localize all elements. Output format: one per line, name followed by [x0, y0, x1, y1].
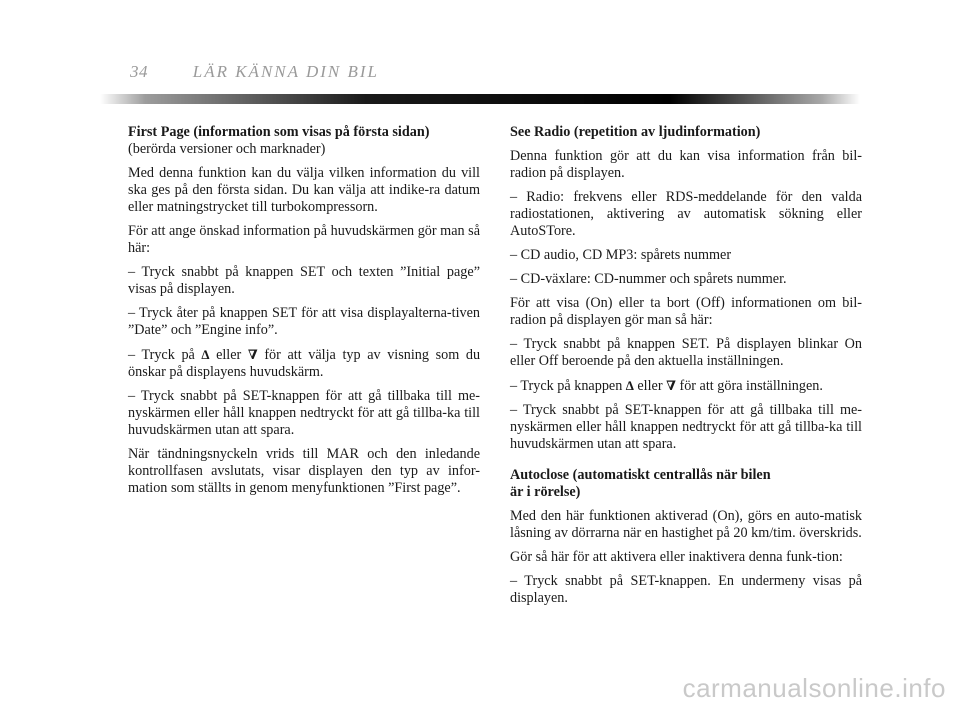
paragraph: [128, 346, 480, 381]
page-number: 34: [130, 62, 148, 81]
text: för att göra inställningen.: [679, 378, 823, 394]
watermark: carmanualsonline.info: [682, 673, 946, 703]
paragraph: För att visa (On) eller ta bort (Off) informationen om bil-radion på displayen gör man så här:: [510, 295, 862, 328]
autoclose-heading-line1: Autoclose (automatiskt centrallås när bilen: [510, 467, 771, 483]
up-arrow-icon: ∆: [201, 347, 210, 362]
text: eller: [637, 378, 663, 394]
paragraph: För att ange önskad information på huvudskärmen gör man så här:: [128, 223, 480, 256]
paragraph: – CD-växlare: CD-nummer och spårets nummer.: [510, 271, 787, 287]
paragraph: Denna funktion gör att du kan visa information från bil-radion på displayen.: [510, 148, 862, 181]
down-arrow-icon: ∇: [666, 378, 676, 393]
paragraph: [510, 377, 862, 395]
first-page-subheading: (berörda versioner och marknader): [128, 141, 326, 157]
section-title: LÄR KÄNNA DIN BIL: [192, 62, 379, 81]
paragraph: – Tryck snabbt på SET-knappen. En undermeny visas på displayen.: [510, 573, 862, 606]
paragraph: – Tryck snabbt på knappen SET. På displayen blinkar On eller Off beroende på den aktuella inställningen.: [510, 336, 862, 369]
text: eller: [216, 347, 242, 363]
paragraph: – Radio: frekvens eller RDS-meddelande för den valda radiostationen, aktivering av automatisk sökning eller AutoSTore.: [510, 189, 862, 239]
left-column: [128, 124, 480, 504]
header-rule: [100, 94, 860, 104]
down-arrow-icon: ∇: [247, 347, 258, 362]
right-column: [510, 124, 862, 614]
page-header: [130, 62, 379, 82]
up-arrow-icon: ∆: [625, 378, 634, 393]
autoclose-heading: [510, 467, 862, 501]
paragraph: När tändningsnyckeln vrids till MAR och den inledande kontrollfasen avslutats, visar displayen den typ av infor-mation som ställts in genom menyfunktionen ”First page”.: [128, 446, 480, 496]
text: – Tryck på: [128, 347, 195, 363]
paragraph: – Tryck snabbt på SET-knappen för att gå tillbaka till me-nyskärmen eller håll knappen nedtryckt för att gå tillba-ka till huvudskärmen utan att spara.: [128, 388, 480, 438]
paragraph: – Tryck åter på knappen SET för att visa displayalterna-tiven ”Date” och ”Engine info”.: [128, 305, 480, 338]
paragraph: Gör så här för att aktivera eller inaktivera denna funk-tion:: [510, 549, 843, 565]
paragraph: – Tryck snabbt på SET-knappen för att gå tillbaka till me-nyskärmen eller håll knappen nedtryckt för att gå tillba-ka till huvudskärmen utan att spara.: [510, 402, 862, 452]
first-page-heading: First Page (information som visas på första sidan): [128, 124, 430, 140]
see-radio-heading: See Radio (repetition av ljudinformation): [510, 124, 761, 140]
paragraph: Med denna funktion kan du välja vilken information du vill ska ges på den första sidan. Du kan välja att indike-ra datum eller matningstrycket till turbokompressorn.: [128, 165, 480, 215]
paragraph: Med den här funktionen aktiverad (On), görs en auto-matisk låsning av dörrarna när en hastighet på 20 km/tim. överskrids.: [510, 508, 862, 541]
paragraph: – Tryck snabbt på knappen SET och texten ”Initial page” visas på displayen.: [128, 264, 480, 297]
text: – Tryck på knappen: [510, 378, 623, 394]
paragraph: – CD audio, CD MP3: spårets nummer: [510, 247, 732, 263]
text: för att välja typ av visning som du önskar på displayens huvudskärm.: [128, 347, 481, 380]
autoclose-heading-line2: är i rörelse): [510, 484, 581, 500]
